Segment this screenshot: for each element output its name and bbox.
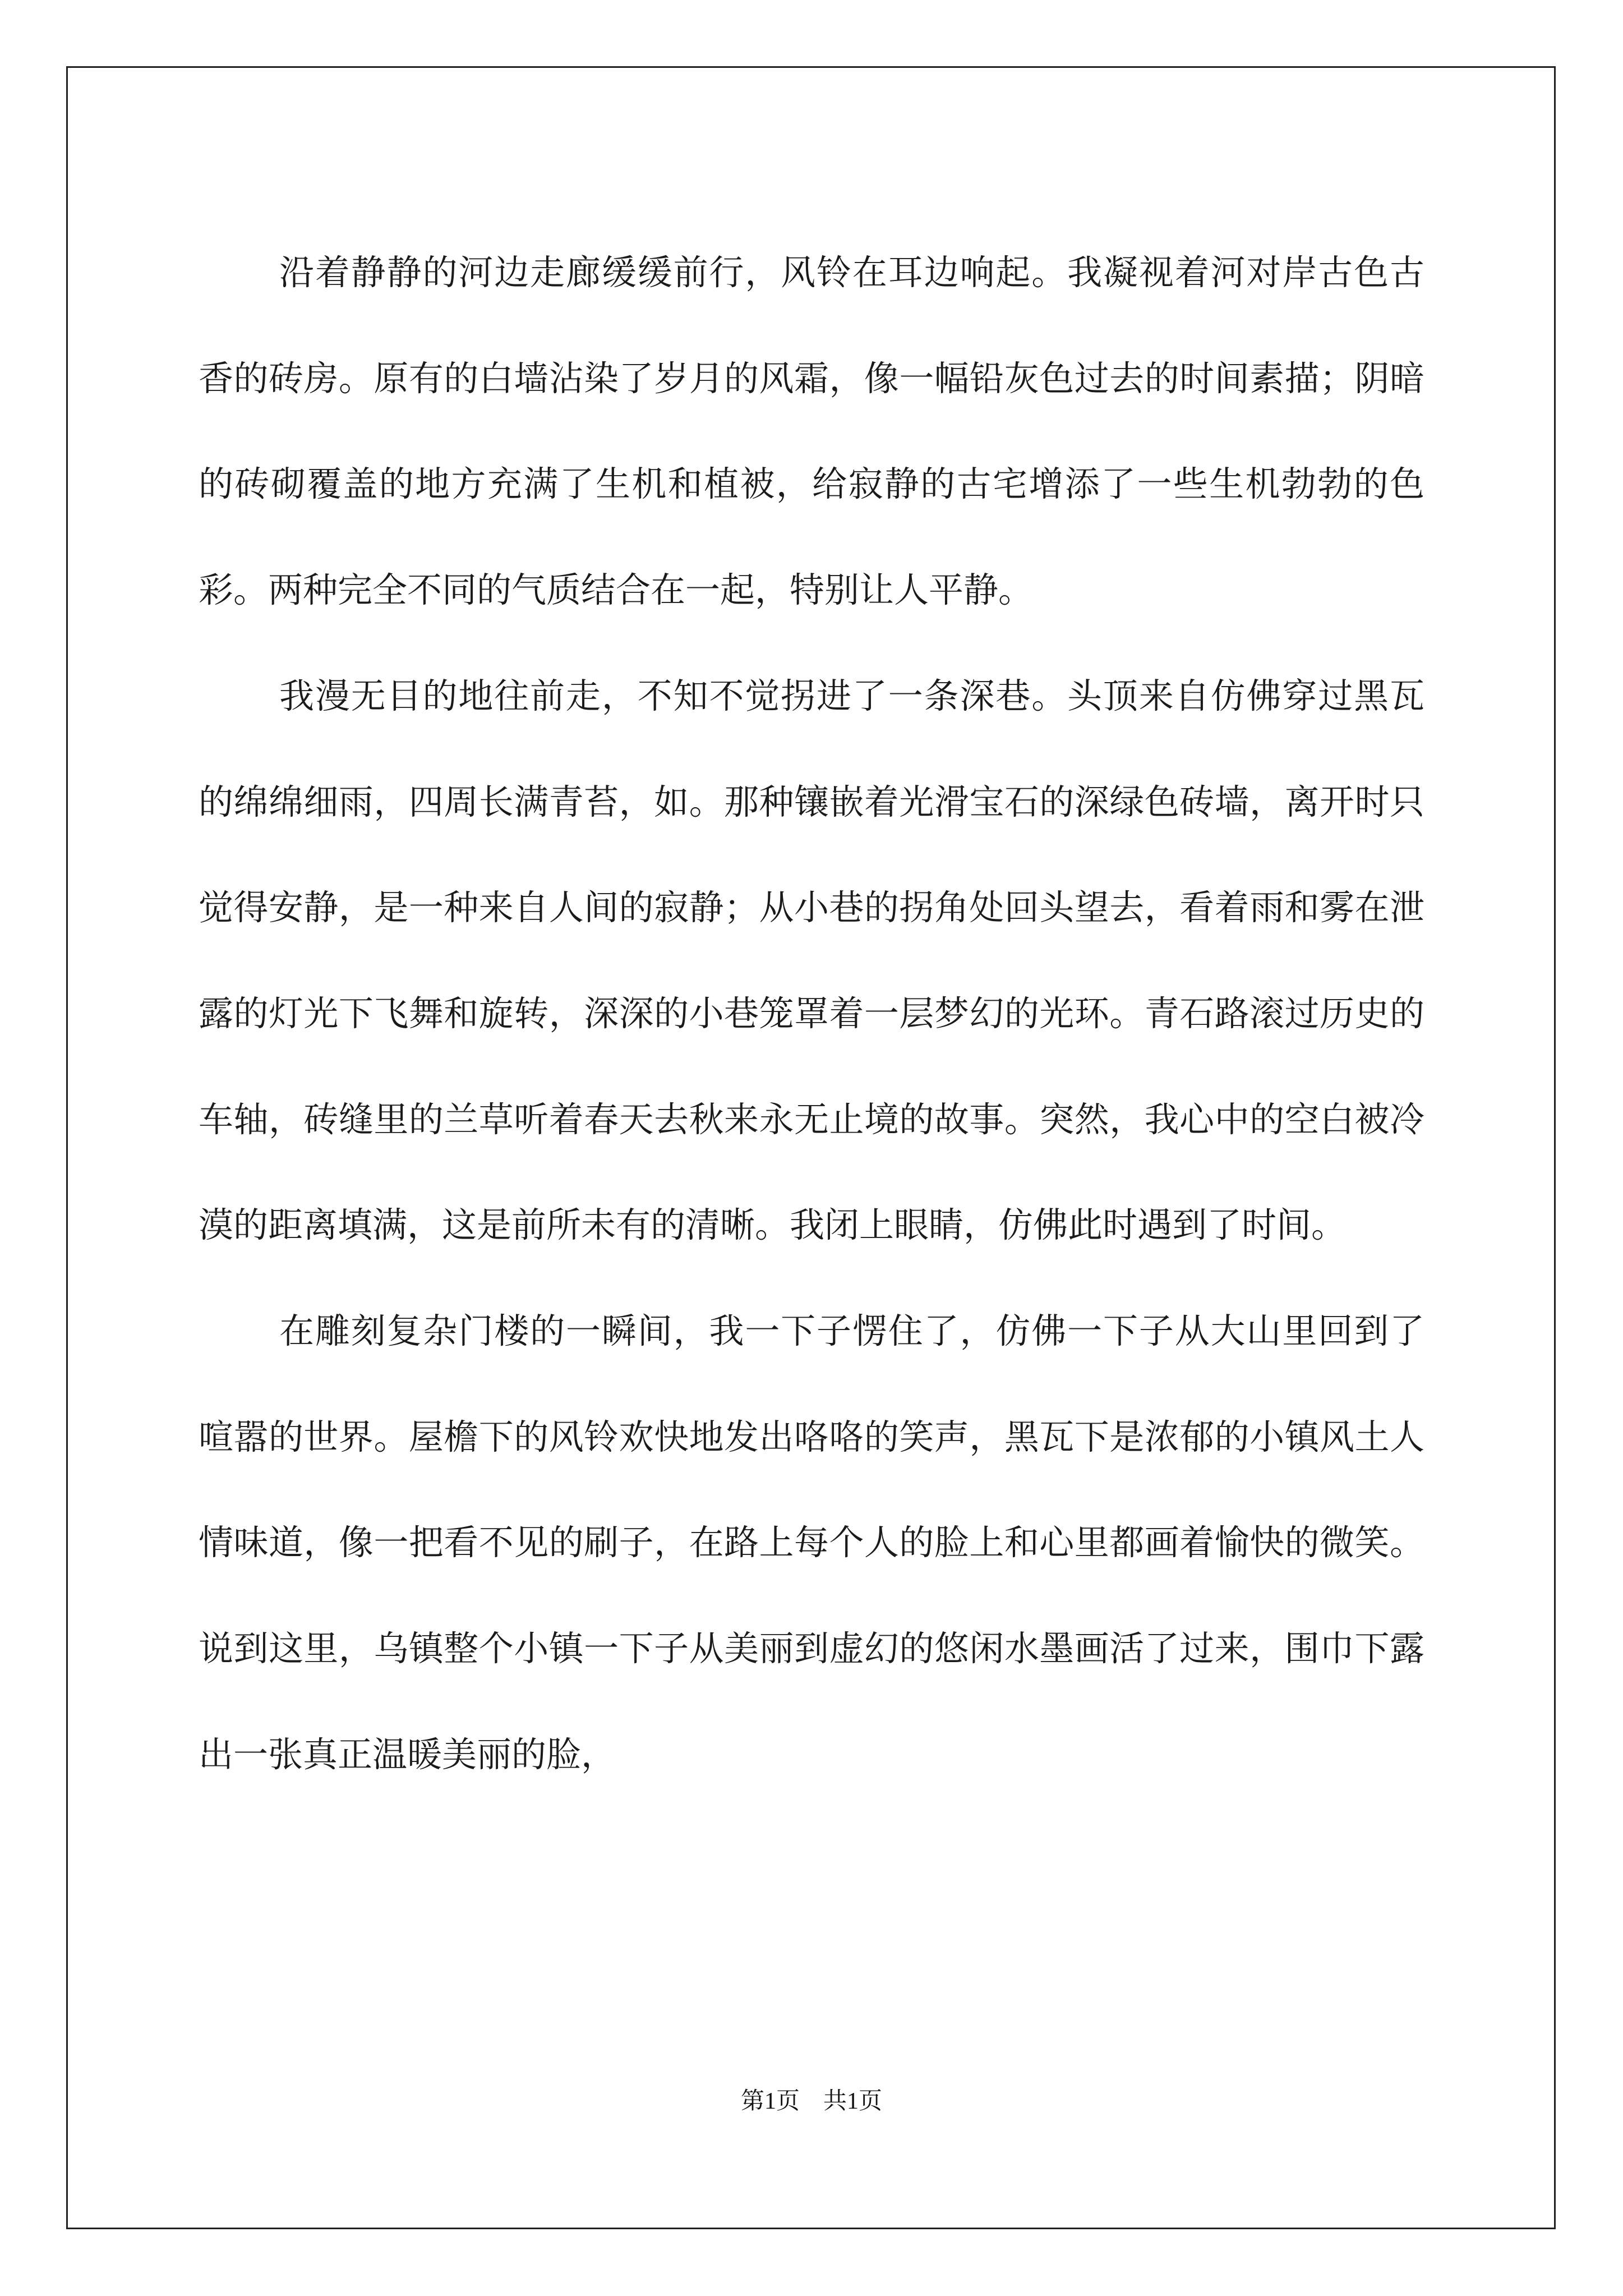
- paragraph-2: 我漫无目的地往前走，不知不觉拐进了一条深巷。头顶来自仿佛穿过黑瓦的绵绵细雨，四周长满青苔，如。那种镶嵌着光滑宝石的深绿色砖墙，离开时只觉得安静，是一种来自人间的寂静；从小巷的拐角处回头望去，看着雨和雾在泄露的灯光下飞舞和旋转，深深的小巷笼罩着一层梦幻的光环。青石路滚过历史的车轴，砖缝里的兰草听着春天去秋来永无止境的故事。突然，我心中的空白被冷漠的距离填满，这是前所未有的清晰。我闭上眼睛，仿佛此时遇到了时间。: [199, 675, 1424, 1246]
- paragraph-1: 沿着静静的河边走廊缓缓前行，风铃在耳边响起。我凝视着河对岸古色古香的砖房。原有的白墙沾染了岁月的风霜，像一幅铅灰色过去的时间素描；阴暗的砖砌覆盖的地方充满了生机和植被，给寂静的古宅增添了一些生机勃勃的色彩。两种完全不同的气质结合在一起，特别让人平静。: [199, 252, 1424, 611]
- page-footer: 第1页 共1页: [740, 2088, 882, 2114]
- paragraph-3: 在雕刻复杂门楼的一瞬间，我一下子愣住了，仿佛一下子从大山里回到了喧嚣的世界。屋檐下的风铃欢快地发出咯咯的笑声，黑瓦下是浓郁的小镇风土人情味道，像一把看不见的刷子，在路上每个人的脸上和心里都画着愉快的微笑。说到这里，乌镇整个小镇一下子从美丽到虚幻的悠闲水墨画活了过来，围巾下露出一张真正温暖美丽的脸，: [199, 1310, 1424, 1775]
- document-body: [199, 220, 1424, 1808]
